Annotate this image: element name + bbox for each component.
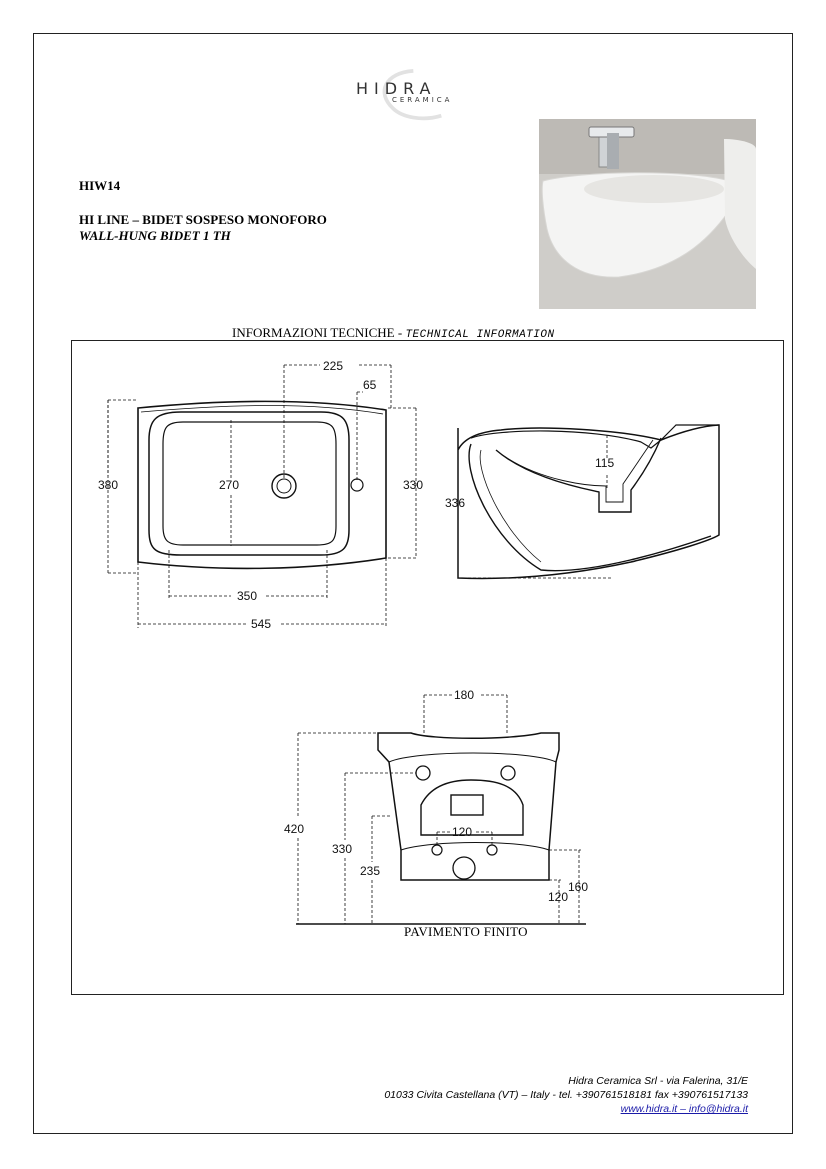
company-footer [384,1074,748,1116]
floor-label: PAVIMENTO FINITO [404,924,528,939]
section-heading-it: INFORMAZIONI TECNICHE - [232,325,406,340]
dim-120-holes: 120 [452,825,473,839]
dim-65: 65 [363,378,377,392]
footer-company: Hidra Ceramica Srl - via Falerina, 31/E [568,1075,748,1087]
product-title-en: WALL-HUNG BIDET 1 TH [79,228,231,243]
dim-180: 180 [454,688,475,702]
logo-subtitle: CERAMICA [392,96,453,104]
side-view-shell [471,425,719,448]
logo-brand: HIDRA [356,79,437,98]
side-view-drain [496,438,661,512]
fixing-hole-bottom-right [487,845,497,855]
product-title-it: HI LINE – BIDET SOSPESO MONOFORO [79,212,327,227]
dim-120-floor: 120 [548,890,569,904]
dim-330-rear: 330 [332,842,353,856]
top-view-bowl-inner [163,422,336,545]
fixing-hole-top-left [416,766,430,780]
dim-380: 380 [98,478,119,492]
section-heading-en: TECHNICAL INFORMATION [405,329,555,341]
technical-drawing [71,340,784,995]
dim-115: 115 [595,456,615,470]
dim-160: 160 [568,880,589,894]
fixing-hole-top-right [501,766,515,780]
dim-350: 350 [237,589,258,603]
dim-420: 420 [284,822,305,836]
product-code: HIW14 [79,178,121,193]
dim-336: 336 [445,496,466,510]
section-heading [232,325,555,341]
fixing-hole-bottom-left [432,845,442,855]
footer-address: 01033 Civita Castellana (VT) – Italy - tel. +390761518181 fax +390761517133 [384,1089,748,1101]
waste-outlet [453,857,475,879]
side-view-outline [458,425,719,578]
footer-web-links[interactable]: www.hidra.it – info@hidra.it [620,1103,748,1115]
dim-225: 225 [323,359,344,373]
dim-270: 270 [219,478,240,492]
overflow-hole [351,479,363,491]
dim-330-top: 330 [403,478,424,492]
dim-545: 545 [251,617,272,631]
product-photo [539,119,756,309]
rear-view-drain [451,795,483,815]
bidet-photo-illustration [539,119,756,309]
top-view-bowl-outer [149,412,349,555]
dim-235: 235 [360,864,381,878]
